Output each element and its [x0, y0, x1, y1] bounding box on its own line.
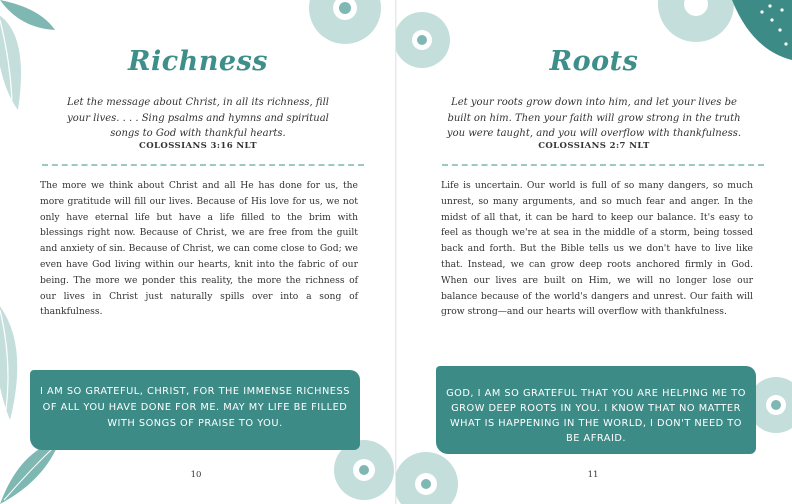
flower-icon: [305, 0, 385, 50]
dashed-divider: [442, 164, 764, 166]
prayer-text: I AM SO GRATEFUL, CHRIST, FOR THE IMMENSE RICHNESS OF ALL YOU HAVE DONE FOR ME. MAY MY LIFE BE FILLED WITH SONGS OF PRAISE TO YOU.: [40, 386, 350, 429]
page-number: 10: [190, 470, 202, 480]
prayer-text: GOD, I AM SO GRATEFUL THAT YOU ARE HELPING ME TO GROW DEEP ROOTS IN YOU. I KNOW THAT NO MATTER WHAT IS HAPPENING IN THE WORLD, I DON'T NEED TO BE AFRAID.: [446, 388, 746, 444]
devotion-body: Life is uncertain. Our world is full of so many dangers, so much unrest, so many arguments, and so much fear and anger. In the midst of all that, it can be hard to keep our balance. It's easy to feel as though we're at sea in the middle of a storm, being tossed back and forth. But the Bible tells us we don't have to live like that. Instead, we can grow deep roots anchored firmly in God. When our lives are built on Him, we will no longer lose our balance because of the world's dangers and unrest. Our faith will grow strong—and our hearts will overflow with thankfulness.: [441, 180, 753, 318]
scripture-reference: COLOSSIANS 3:16 NLT: [139, 141, 257, 151]
scripture-verse: Let your roots grow down into him, and let your lives be built on him. Then your faith will grow strong in the truth you were taught, and you will overflow with thankfulness.: [446, 97, 742, 139]
page-number: 11: [587, 470, 599, 480]
devotion-title: Roots: [549, 46, 639, 77]
prayer-box: [30, 370, 360, 450]
devotion-body: The more we think about Christ and all He has done for us, the more gratitude will fill our lives. Because of His love for us, we not only have eternal life but have a life filled to the brim with blessings right now. Because of Christ, we are free from the guilt and anxiety of sin. Because of Christ, we can come close to God; we even have God living within our hearts, knit into the fabric of our being. The more we ponder this reality, the more the richness of our lives in Christ just naturally spills over into a song of thankfulness.: [40, 180, 358, 318]
devotion-title: Richness: [128, 46, 268, 77]
dashed-divider: [42, 164, 364, 166]
prayer-box: [436, 366, 756, 454]
right-page: [396, 0, 792, 504]
scripture-verse: Let the message about Christ, in all its richness, fill your lives. . . . Sing psalms and hymns and spiritual songs to God with thankful hearts.: [67, 97, 329, 139]
scripture-reference: COLOSSIANS 2:7 NLT: [538, 141, 650, 151]
flower-icon: [656, 0, 736, 50]
